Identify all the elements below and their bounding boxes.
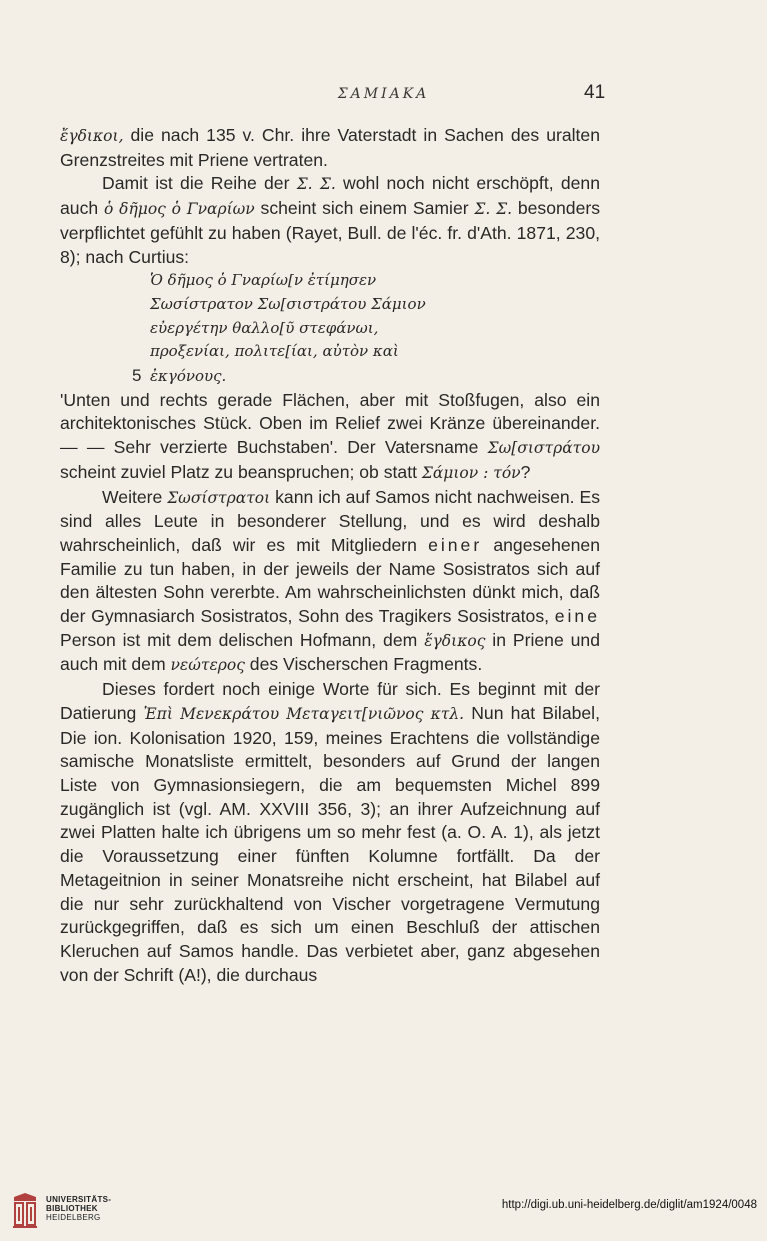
paragraph-3: [60, 389, 600, 486]
paragraph-5: [60, 678, 600, 987]
greek-term: ἔγδικοι,: [60, 127, 124, 145]
library-name-line: BIBLIOTHEK: [46, 1204, 98, 1213]
paragraph-text: Weitere: [102, 486, 168, 507]
inscription-text: ἐκγόνους.: [150, 367, 227, 386]
paragraph-text: angesehenen Familie zu tun haben, in der jeweils der Name Sosistratos sich auf den ältesten Sohn vererbte. Am wahrscheinlichsten dünkt mich, daß der Gymnasiarch Sosistratos, Sohn des Tragikers Sosistratos,: [60, 534, 600, 627]
library-logo-icon: [10, 1191, 40, 1229]
permalink-url[interactable]: http://digi.ub.uni-heidelberg.de/diglit/am1924/0048: [501, 1199, 757, 1211]
greek-term: Ἐπὶ Μενεκράτου Μεταγειτ[νιῶνος κτλ.: [143, 704, 465, 723]
inscription-line-3: εὐεργέτην θαλλο[ῦ στεφάνωι,: [150, 318, 379, 337]
inscription-line-4: προξενίαι, πολιτε[ίαι, αὐτὸν καὶ: [150, 342, 399, 361]
greek-letter: Α: [184, 964, 196, 985]
inscription-line-5: [132, 364, 600, 389]
spaced-emphasis: einer: [428, 534, 483, 555]
text-column: [60, 124, 600, 987]
paragraph-text: besonders verpflichtet gefühlt zu haben (Rayet, Bull. de l'éc. fr. d'Ath. 1871, 230, 8); nach Curtius:: [60, 198, 601, 267]
greek-term: νεώτερος: [170, 656, 245, 675]
paragraph-text: Dieses fordert noch einige Worte für sich. Es beginnt mit der Datierung: [60, 679, 600, 723]
greek-term: Σ. Σ.: [296, 175, 336, 194]
paragraph-1: [60, 124, 600, 172]
paragraph-text: scheint sich einem Samier: [254, 198, 475, 219]
inscription-line-2: Σωσίστρατον Σω[σιστράτου Σάμιον: [150, 294, 426, 313]
greek-term: ὁ δῆμος ὁ Γναρίων: [103, 200, 255, 219]
paragraph-text: ?: [520, 461, 531, 482]
paragraph-text: kann ich auf Samos nicht nachweisen. Es sind alles Leute in besonderer Stellung, und es wird deshalb wahrscheinlich, daß wir es mit Mitgliedern: [60, 486, 600, 555]
paragraph-4: [60, 486, 600, 679]
paragraph-text: 'Unten und rechts gerade Flächen, aber mit Stoßfugen, also ein architektonisches Stück. Oben im Relief zwei Kränze übereinander. — — Sehr verzierte Buchstaben'. Der Vatersname: [60, 389, 600, 458]
spaced-emphasis: eine: [554, 606, 600, 627]
inscription-line-1: Ὁ δῆμος ὁ Γναρίω[ν ἐτίμησεν: [150, 271, 377, 290]
greek-term: Σωσίστρατοι: [167, 488, 271, 507]
greek-term: Σω[σιστράτου: [487, 439, 600, 458]
paragraph-text: Person ist mit dem delischen Hofmann, dem: [60, 629, 425, 650]
page-footer: [0, 1187, 767, 1241]
paragraph-2: [60, 172, 600, 269]
paragraph-text: wohl noch nicht erschöpft, denn auch: [60, 173, 600, 219]
running-title: ΣΑΜΙΑΚΑ: [337, 86, 430, 102]
library-name: [46, 1195, 111, 1222]
greek-term: ἔγδικος: [424, 631, 486, 650]
line-number: 5: [132, 366, 142, 386]
inscription-quote: [132, 269, 600, 389]
paragraph-text: scheint zuviel Platz zu beanspruchen; ob statt: [60, 461, 422, 482]
page-number: 41: [584, 82, 606, 103]
greek-term: Σάμιον : τόν: [421, 463, 521, 482]
page-header: [0, 82, 767, 106]
library-name-line: UNIVERSITÄTS-: [46, 1195, 112, 1204]
paragraph-text: Damit ist die Reihe der: [102, 173, 297, 194]
paragraph-text: in Priene und auch mit dem: [60, 629, 600, 675]
paragraph-text: des Vischerschen Fragments.: [244, 654, 483, 675]
greek-term: Σ. Σ.: [474, 200, 513, 219]
library-name-line: HEIDELBERG: [46, 1213, 101, 1222]
paragraph-text: Nun hat Bilabel, Die ion. Kolonisation 1920, 159, meines Erachtens die vollständige samische Monatsliste ermittelt, besonders auf Grund der langen Liste von Gymnasionsiegern, die am bequemsten Michel 899 zugänglich ist (vgl. AM. XXVIII 356, 3); an ihrer Aufzeichnung auf zwei Platten halte ich übrigens um so mehr fest (a. O. A. 1), als jetzt die Voraussetzung einer fünften Kolumne fortfällt. Da der Metageitnion in seiner Monatsreihe nicht erscheint, hat Bilabel auf die nur sehr zurückhaltend von Vischer vorgetragene Vermutung zurückgegriffen, daß es sich um einen Beschluß der attischen Kleruchen auf Samos handle. Das verbietet aber, ganz abgesehen von der Schrift (: [60, 702, 600, 985]
paragraph-text: die nach 135 v. Chr. ihre Vaterstadt in Sachen des uralten Grenzstreites mit Priene vertraten.: [60, 125, 600, 170]
paragraph-text: !), die durchaus: [195, 964, 318, 985]
